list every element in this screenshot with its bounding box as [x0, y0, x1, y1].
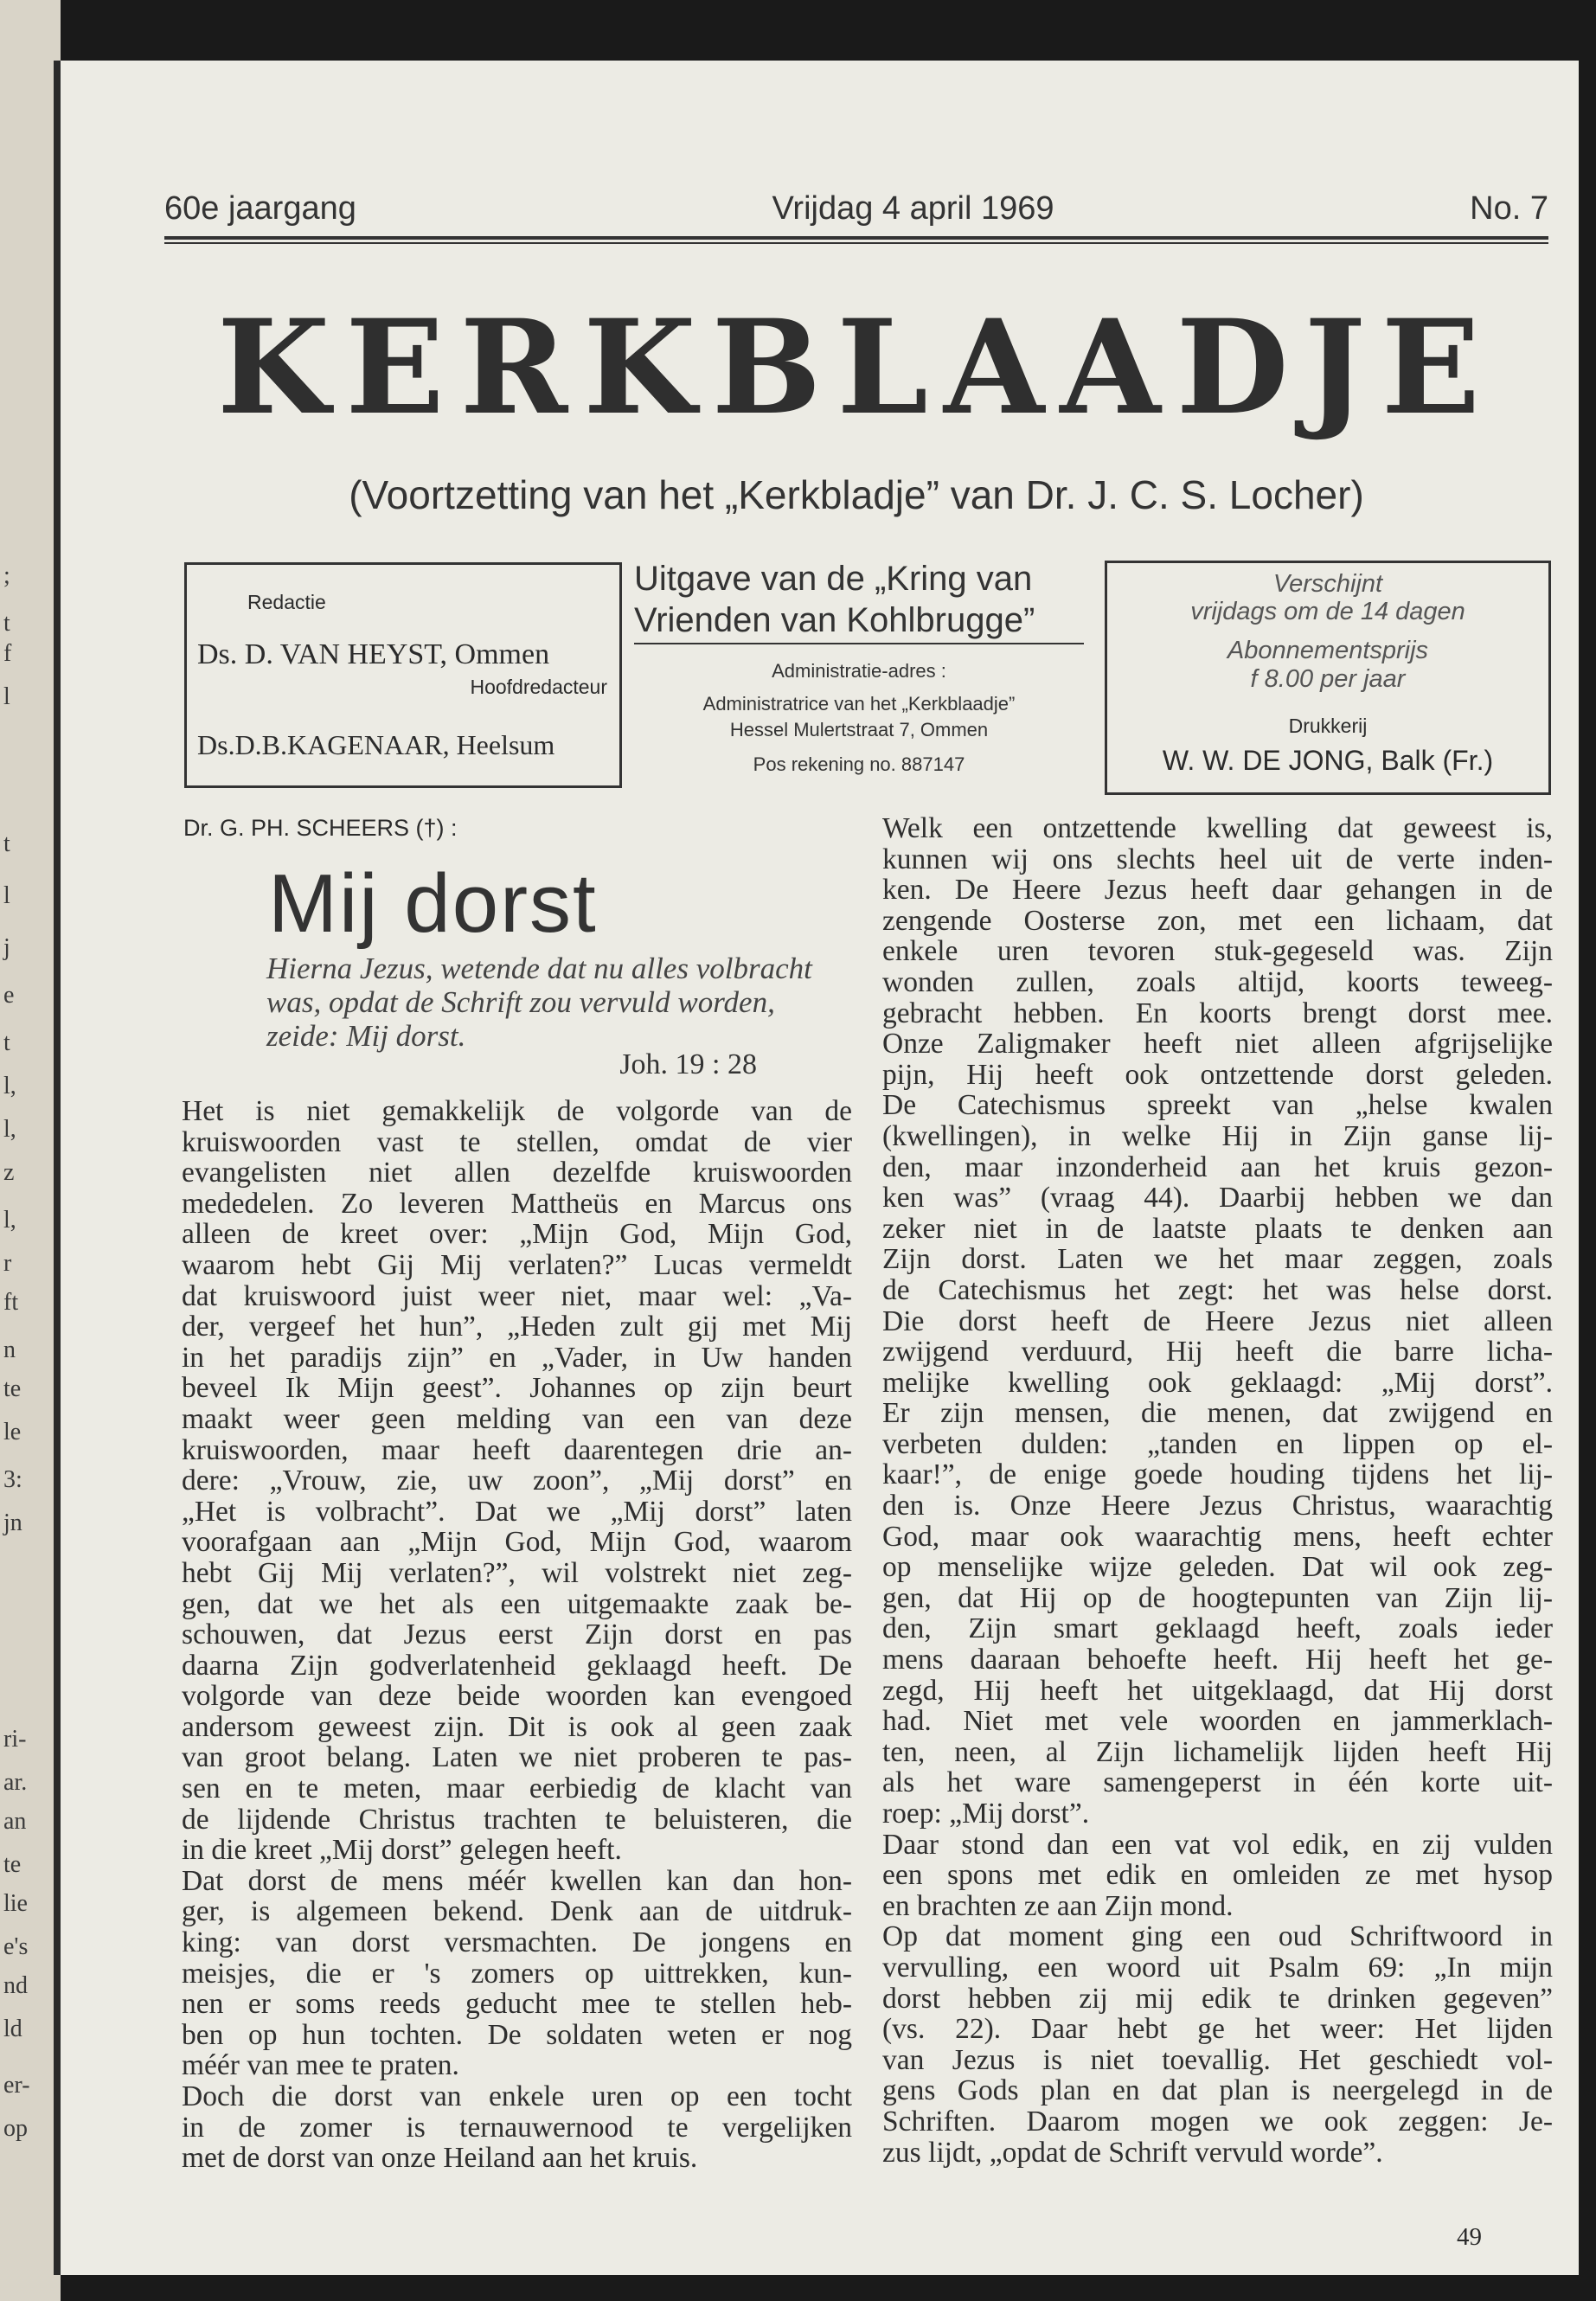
editor-name: Ds. D. VAN HEYST, Ommen — [197, 638, 550, 670]
column-line: alleen de kreet over: „Mijn God, Mijn God, — [182, 1218, 852, 1251]
column-line: kunnen wij ons slechts heel uit de verte inden- — [882, 843, 1553, 875]
column-line: vervulling, een woord uit Psalm 69: „In mijn — [882, 1951, 1553, 1984]
fragment-text: t — [3, 610, 10, 637]
co-editor-name: Ds.D.B.KAGENAAR, Heelsum — [197, 729, 555, 760]
fragment-text: l — [3, 683, 10, 710]
column-line: gebracht hebben. En koorts brengt dorst mee. — [882, 997, 1553, 1029]
column-line: ken. De Heere Jezus heeft daar gehangen in de — [882, 874, 1553, 907]
column-line: kruiswoorden, maar heeft daarentegen drie an- — [182, 1433, 852, 1466]
column-line: zegd, Hij heeft het uitgeklaagd, dat Hij dorst — [882, 1674, 1553, 1707]
fragment-text: an — [3, 1808, 27, 1835]
column-line: king: van dorst versmachten. De jongens en — [182, 1926, 852, 1959]
column-line: mededelen. Zo leveren Mattheüs en Marcus ons — [182, 1187, 852, 1220]
column-line: Onze Zaligmaker heeft niet alleen afgrijselijke — [882, 1028, 1553, 1061]
column-line: zwijgend verduurd, Hij heeft die barre licha- — [882, 1336, 1553, 1368]
fragment-text: te — [3, 1851, 22, 1878]
previous-page-fragments — [0, 0, 52, 2301]
article-column-right — [882, 813, 1553, 2168]
column-line: Schriften. Daarom mogen we ook zeggen: Je- — [882, 2105, 1553, 2138]
newspaper-page — [61, 61, 1579, 2275]
column-line: roep: „Mij dorst”. — [882, 1798, 1090, 1830]
column-line: voorafgaan aan „Mijn God, Mijn God, waarom — [182, 1526, 852, 1559]
issue-number: No. 7 — [1470, 190, 1548, 227]
header-rule — [164, 236, 1548, 244]
column-line: verbeten dulden: „tanden en lippen op el- — [882, 1427, 1553, 1460]
column-line: Die dorst heeft de Heere Jezus niet alleen — [882, 1304, 1553, 1337]
fragment-text: r — [3, 1250, 12, 1277]
column-line: enkele uren tevoren stuk-gegeseld was. Zijn — [882, 935, 1553, 968]
column-line: ben op hun tochten. De soldaten weten er nog — [182, 2018, 852, 2051]
drukkerij-label: Drukkerij — [1288, 715, 1368, 737]
fragment-text: t — [3, 830, 10, 857]
admin-label: Administratie-adres : — [772, 660, 946, 682]
fragment-text: l, — [3, 1073, 16, 1099]
column-line: gen, dat we het als een uitgemaakte zaak be- — [182, 1587, 852, 1620]
column-line: wonden zullen, zoals altijd, koorts teweeg- — [882, 965, 1553, 998]
masthead-title: KERKBLAADJE — [216, 292, 1497, 444]
column-line: (kwellingen), in welke Hij in Zijn ganse lij- — [882, 1119, 1553, 1152]
column-line: meisjes, die er 's zomers op uittrekken, kun- — [182, 1957, 852, 1990]
fragment-text: f — [3, 640, 12, 667]
column-line: als het ware samengeperst in één korte uit- — [882, 1766, 1553, 1799]
volume-label: 60e jaargang — [164, 190, 356, 227]
column-line: Er zijn mensen, die menen, dat zwijgend en — [882, 1397, 1553, 1430]
fragment-text: 3: — [3, 1466, 22, 1493]
verschijnt-line1: Verschijnt — [1272, 570, 1383, 598]
column-line: Het is niet gemakkelijk de volgorde van de — [182, 1095, 852, 1127]
fragment-text: ri- — [3, 1726, 27, 1753]
column-line: den, maar inzonderheid aan het kruis gezon- — [882, 1150, 1553, 1183]
fragment-text: jn — [3, 1509, 22, 1536]
column-line: sen en te meten, maar eerbiedig de klacht van — [182, 1772, 852, 1805]
column-line: ger, is algemeen bekend. Denk aan de uitdruk- — [182, 1895, 852, 1928]
column-line: gens Gods plan en dat plan is neergelegd in de — [882, 2074, 1553, 2107]
column-line: kruiswoorden vast te stellen, omdat de vier — [182, 1125, 852, 1158]
fragment-text: ld — [3, 2016, 22, 2042]
column-line: andersom geweest zijn. Dit is ook al geen zaak — [182, 1710, 852, 1743]
column-line: zus lijdt, „opdat de Schrift vervuld worde”. — [882, 2136, 1383, 2169]
column-line: God, maar ook waarachtig mens, heeft echter — [882, 1520, 1553, 1553]
fragment-text: le — [3, 1419, 22, 1445]
drukkerij-name: W. W. DE JONG, Balk (Fr.) — [1162, 745, 1494, 776]
column-line: pijn, Hij heeft ook ontzettende dorst geleden. — [882, 1058, 1553, 1091]
redactie-label: Redactie — [247, 591, 326, 613]
column-line: Daar stond dan een vat vol edik, en zij vulden — [882, 1828, 1553, 1861]
subscription-box — [1105, 561, 1551, 795]
column-line: Welk een ontzettende kwelling dat geweest is, — [882, 812, 1553, 844]
column-line: méér van mee te praten. — [182, 2049, 459, 2082]
page-number: 49 — [1457, 2223, 1482, 2251]
column-line: kaar!”, de enige goede houding tijdens het lij- — [882, 1458, 1553, 1491]
fragment-text: l, — [3, 1116, 16, 1143]
column-line: op menselijke wijze geleden. Dat wil ook zeg- — [882, 1551, 1553, 1584]
column-line: zengende Oosterse zon, met een lichaam, dat — [882, 904, 1553, 937]
column-line: ten, neen, al Zijn lichamelijk lijden heeft Hij — [882, 1735, 1553, 1768]
column-line: mens daaraan behoefte heeft. Hij heeft het ge- — [882, 1644, 1553, 1676]
column-line: dere: „Vrouw, zie, uw zoon”, „Mij dorst” en — [182, 1465, 852, 1497]
binding-edge — [54, 61, 61, 2275]
column-line: den, Zijn smart geklaagd heeft, zoals ieder — [882, 1612, 1553, 1645]
masthead-subtitle: (Voortzetting van het „Kerkbladje” van Dr. J. C. S. Locher) — [349, 472, 1364, 517]
column-line: Zijn dorst. Laten we het maar zeggen, zoals — [882, 1243, 1553, 1276]
fragment-text: z — [3, 1159, 15, 1186]
redactie-box — [184, 562, 622, 788]
column-line: zeker niet in de laatste plaats te denken aan — [882, 1212, 1553, 1245]
column-line: Doch die dorst van enkele uren op een tocht — [182, 2080, 852, 2112]
column-line: volgorde van deze beide woorden kan evengoed — [182, 1680, 852, 1713]
column-line: waarom hebt Gij Mij verlaten?” Lucas vermeldt — [182, 1248, 852, 1281]
publisher-block — [634, 558, 1101, 776]
fragment-text: l — [3, 882, 10, 909]
column-line: melijke kwelling ook geklaagd: „Mij dorst”. — [882, 1366, 1553, 1399]
column-line: Op dat moment ging een oud Schriftwoord in — [882, 1920, 1553, 1953]
publisher-rule — [634, 643, 1084, 644]
fragment-text: lie — [3, 1890, 28, 1917]
column-line: dat kruiswoord juist weer niet, maar wel: „Va- — [182, 1279, 852, 1312]
column-line: de Catechismus het zegt: het was helse dorst. — [882, 1273, 1553, 1306]
column-line: De Catechismus spreekt van „helse kwalen — [882, 1089, 1553, 1122]
column-line: den is. Onze Heere Jezus Christus, waarachtig — [882, 1490, 1553, 1522]
fragment-text: er- — [3, 2072, 30, 2099]
postrekening: Pos rekening no. 887147 — [753, 753, 965, 775]
publisher-title: Uitgave van de „Kring van Vrienden van Kohlbrugge” — [634, 560, 1035, 639]
issue-date: Vrijdag 4 april 1969 — [772, 190, 1054, 227]
fragment-text: ft — [3, 1289, 19, 1316]
editor-role: Hoofdredacteur — [470, 676, 607, 698]
verse-reference: Joh. 19 : 28 — [619, 1048, 757, 1080]
fragment-text: j — [3, 934, 10, 961]
fragment-text: nd — [3, 1972, 28, 1999]
column-line: ken was” (vraag 44). Daarbij hebben we dan — [882, 1182, 1553, 1215]
fragment-text: ar. — [3, 1769, 28, 1796]
column-line: dorst hebben zij mij edik te drinken gegeven” — [882, 1982, 1553, 2015]
column-line: en brachten ze aan Zijn mond. — [882, 1889, 1234, 1922]
column-line: Dat dorst de mens méér kwellen kan dan hon- — [182, 1864, 852, 1897]
column-line: in die kreet „Mij dorst” gelegen heeft. — [182, 1834, 622, 1867]
admin-line2: Hessel Mulertstraat 7, Ommen — [729, 719, 989, 740]
fragment-text: n — [3, 1336, 16, 1363]
column-line: van Jezus is niet toevallig. Het geschiedt vol- — [882, 2043, 1553, 2076]
column-line: de lijdende Christus trachten te beluisteren, die — [182, 1803, 852, 1836]
admin-line1: Administratrice van het „Kerkblaadje” — [702, 693, 1016, 715]
column-line: een spons met edik en omleiden ze met hysop — [882, 1859, 1553, 1892]
column-line: met de dorst van onze Heiland aan het kruis. — [182, 2142, 698, 2175]
fragment-text: l, — [3, 1207, 16, 1234]
fragment-text: ; — [3, 562, 10, 589]
column-line: had. Niet met vele woorden en jammerklach- — [882, 1705, 1553, 1738]
column-line: daarna Zijn godverlatenheid geklaagd heeft. De — [182, 1649, 852, 1682]
fragment-text: t — [3, 1029, 10, 1056]
issue-header — [164, 190, 1548, 228]
column-line: der, vergeef het hun”, „Heden zult gij met Mij — [182, 1311, 852, 1343]
column-line: in het paradijs zijn” en „Vader, in Uw handen — [182, 1341, 852, 1374]
column-line: hebt Gij Mij verlaten?”, wil volstrekt niet zeg- — [182, 1556, 852, 1589]
article-byline: Dr. G. PH. SCHEERS (†) : — [183, 815, 458, 841]
article-column-left — [182, 1096, 852, 2174]
fragment-text: te — [3, 1375, 22, 1402]
verse-quote: Hierna Jezus, wetende dat nu alles volbracht was, opdat de Schrift zou vervuld worden, zeide: Mij dorst. — [266, 952, 812, 1053]
fragment-text: e's — [3, 1933, 29, 1960]
column-line: in de zomer is ternauwernood te vergelijken — [182, 2111, 852, 2144]
verschijnt-line2: vrijdags om de 14 dagen — [1190, 598, 1465, 625]
column-line: nen er soms reeds geducht mee te stellen heb- — [182, 1988, 852, 2021]
verschijnt-line4: f 8.00 per jaar — [1250, 665, 1406, 693]
column-line: beveel Ik Mijn geest”. Johannes op zijn beurt — [182, 1372, 852, 1405]
column-line: gen, dat Hij op de hoogtepunten van Zijn lij- — [882, 1581, 1553, 1614]
column-line: schouwen, dat Jezus eerst Zijn dorst en pas — [182, 1618, 852, 1651]
column-line: (vs. 22). Daar hebt ge het weer: Het lijden — [882, 2013, 1553, 2046]
verschijnt-line3: Abonnementsprijs — [1227, 637, 1429, 664]
column-line: maakt weer geen melding van een van deze — [182, 1402, 852, 1435]
column-line: evangelisten niet allen dezelfde kruiswoorden — [182, 1157, 852, 1189]
fragment-text: e — [3, 982, 15, 1009]
fragment-text: op — [3, 2115, 28, 2142]
column-line: van groot belang. Laten we niet proberen te pas- — [182, 1741, 852, 1774]
column-line: „Het is volbracht”. Dat we „Mij dorst” laten — [182, 1495, 852, 1528]
article-title: Mij dorst — [268, 857, 598, 950]
